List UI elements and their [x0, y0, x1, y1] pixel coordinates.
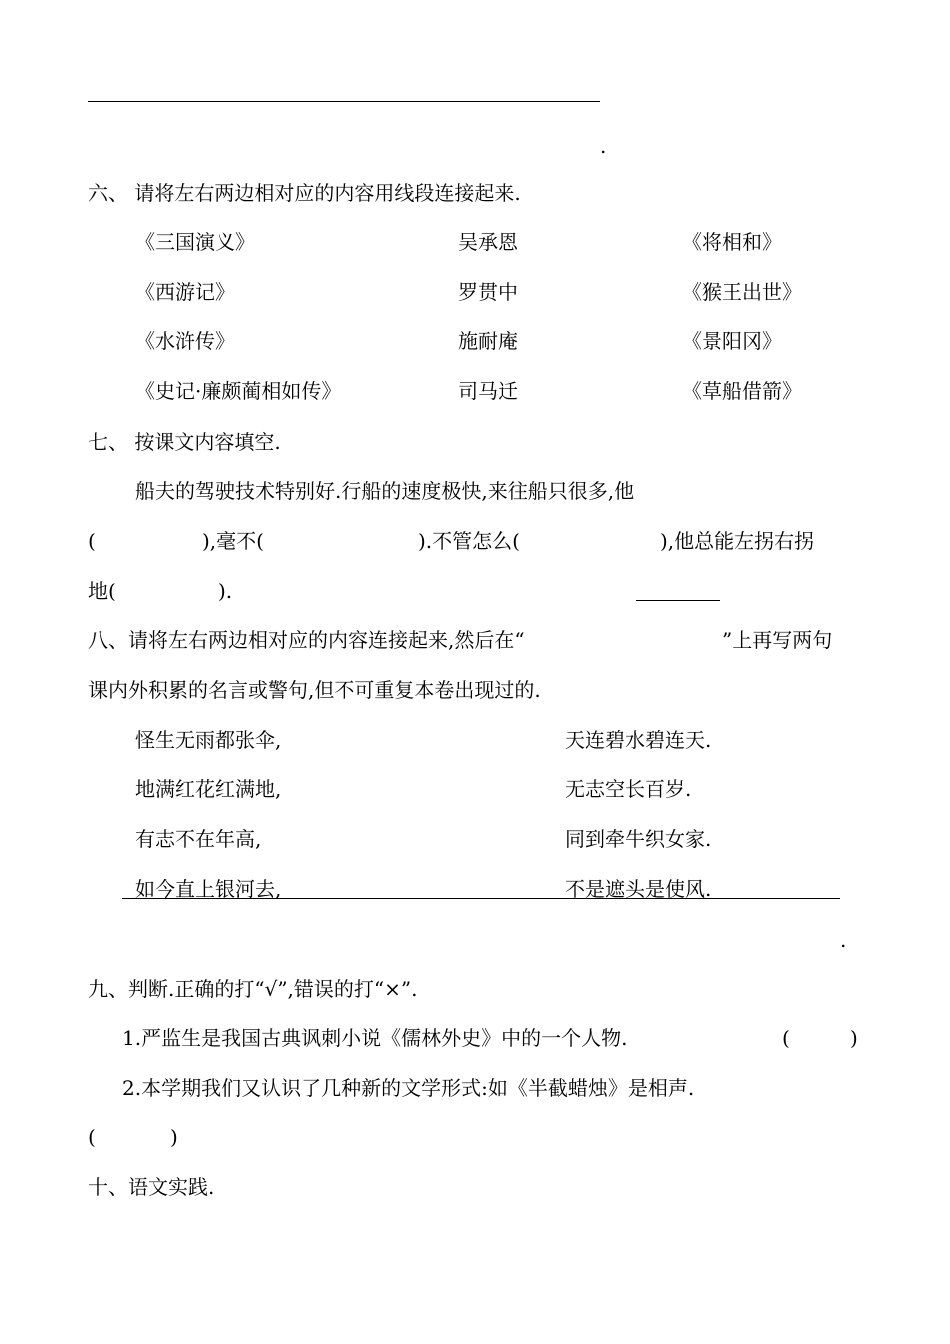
period-section-8: . [840, 928, 847, 952]
book-title: 《史记·廉颇蔺相如传》 [135, 379, 342, 403]
poem-line-right: 不是遮头是使风. [565, 877, 712, 901]
section-7-heading: 七、 按课文内容填空. [88, 430, 281, 454]
period-top: . [600, 134, 607, 158]
section-9-heading: 九、判断.正确的打“√”,错误的打“×”. [88, 977, 418, 1001]
poem-line-left: 怪生无雨都张伞, [135, 728, 282, 752]
fill-blank-text: ),他总能左拐右拐 [660, 529, 815, 553]
story-title: 《景阳冈》 [682, 329, 782, 353]
answer-line-short [636, 600, 720, 601]
section-6-heading: 六、 请将左右两边相对应的内容用线段连接起来. [88, 181, 521, 205]
fill-blank-text: ). [218, 579, 233, 603]
author-name: 司马迁 [458, 379, 518, 403]
fill-blank-text: ).不管怎么( [418, 529, 520, 553]
section-8-heading-tail: ”上再写两句 [722, 628, 833, 652]
judge-item-2-bracket-close: ) [170, 1125, 178, 1149]
story-title: 《将相和》 [682, 230, 782, 254]
book-title: 《水浒传》 [135, 329, 235, 353]
fill-blank-line-1: 船夫的驾驶技术特别好.行船的速度极快,来往船只很多,他 [135, 479, 635, 503]
poem-line-right: 无志空长百岁. [565, 777, 692, 801]
author-name: 吴承恩 [458, 230, 518, 254]
section-8-heading-line2: 课内外积累的名言或警句,但不可重复本卷出现过的. [88, 678, 541, 702]
answer-line-section-8 [122, 898, 840, 899]
poem-line-right: 天连碧水碧连天. [565, 728, 712, 752]
judge-item-1-bracket-open: ( [782, 1026, 790, 1050]
fill-blank-text: 地( [88, 579, 116, 603]
story-title: 《猴王出世》 [682, 280, 802, 304]
blank-open: ( [88, 529, 96, 553]
poem-line-right: 同到牵牛织女家. [565, 827, 712, 851]
section-8-heading: 八、请将左右两边相对应的内容连接起来,然后在“ [88, 628, 525, 652]
poem-line-left: 地满红花红满地, [135, 777, 282, 801]
answer-line-top [88, 101, 600, 102]
judge-item-1: 1.严监生是我国古典讽刺小说《儒林外史》中的一个人物. [122, 1026, 628, 1050]
book-title: 《西游记》 [135, 280, 235, 304]
book-title: 《三国演义》 [135, 230, 255, 254]
judge-item-2-bracket-open: ( [88, 1125, 96, 1149]
author-name: 罗贯中 [458, 280, 518, 304]
poem-line-left: 如今直上银河去, [135, 877, 282, 901]
section-10-heading: 十、语文实践. [88, 1175, 215, 1199]
judge-item-1-bracket-close: ) [850, 1026, 858, 1050]
poem-line-left: 有志不在年高, [135, 827, 262, 851]
author-name: 施耐庵 [458, 329, 518, 353]
judge-item-2: 2.本学期我们又认识了几种新的文学形式:如《半截蜡烛》是相声. [122, 1076, 695, 1100]
fill-blank-text: ),毫不( [202, 529, 264, 553]
story-title: 《草船借箭》 [682, 379, 802, 403]
